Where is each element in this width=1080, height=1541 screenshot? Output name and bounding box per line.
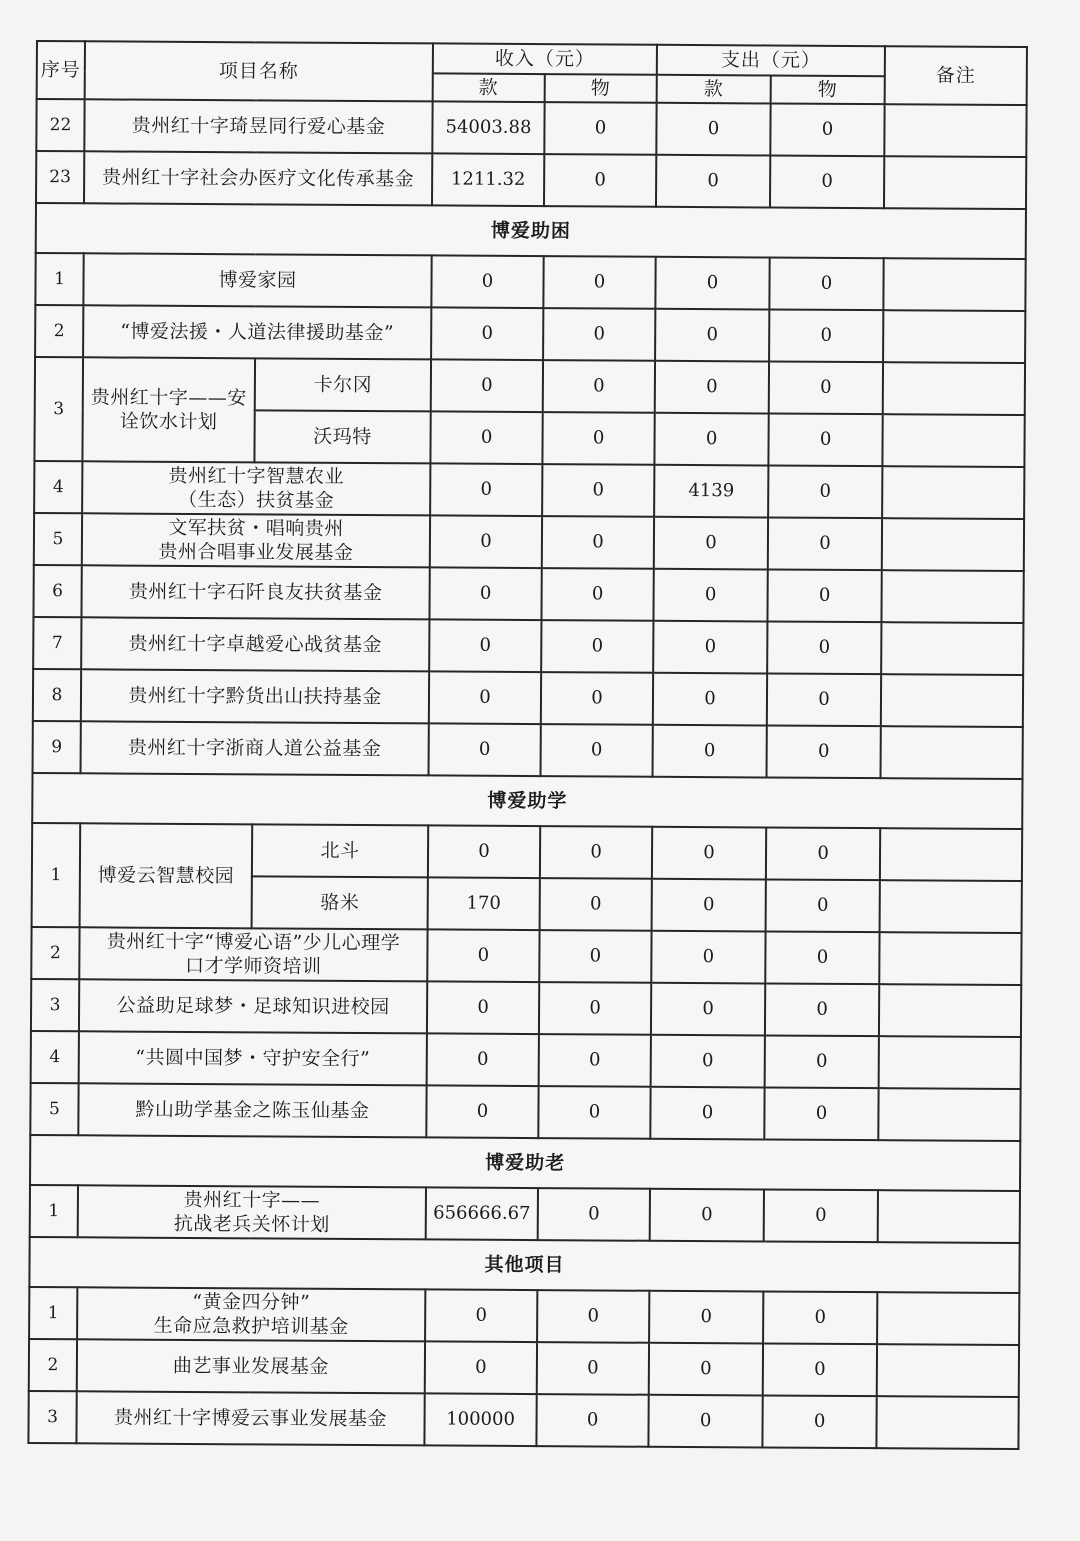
table-row xyxy=(31,927,1021,985)
income-cash-cell: 0 xyxy=(427,1033,539,1086)
expense-cash-cell: 0 xyxy=(653,569,767,622)
expense-cash-cell: 0 xyxy=(654,413,768,466)
expense-cash-cell: 0 xyxy=(652,879,766,932)
section-title-poverty-relief: 博爱助困 xyxy=(36,203,1026,259)
expense-cash-cell: 0 xyxy=(651,1035,765,1088)
table-row xyxy=(36,151,1026,209)
table-row xyxy=(30,1083,1020,1141)
expense-cash-cell: 0 xyxy=(653,621,767,674)
row-project-name xyxy=(78,1185,426,1239)
header-income-cash: 款 xyxy=(433,73,545,102)
row-project-name-line2: 贵州合唱事业发展基金 xyxy=(158,540,354,564)
expense-goods-cell: 0 xyxy=(769,257,883,310)
income-cash-cell: 1211.32 xyxy=(432,153,544,206)
expense-cash-cell: 0 xyxy=(655,309,769,362)
row-project-name-line1: 文军扶贫・唱响贵州 xyxy=(168,516,344,540)
table-row xyxy=(35,357,1025,415)
expense-goods-cell: 0 xyxy=(763,1343,877,1396)
income-cash-cell: 0 xyxy=(425,1341,537,1394)
income-cash-cell: 0 xyxy=(428,825,540,878)
expense-goods-cell: 0 xyxy=(764,1189,878,1242)
expense-cash-cell: 0 xyxy=(650,1189,764,1242)
note-cell xyxy=(884,156,1026,209)
section-row xyxy=(30,1135,1020,1191)
header-income-goods: 物 xyxy=(545,74,657,103)
expense-cash-cell: 0 xyxy=(653,725,767,778)
expense-goods-cell: 0 xyxy=(770,155,884,208)
note-cell xyxy=(877,1292,1019,1345)
row-seq: 4 xyxy=(34,461,82,513)
header-expense: 支出（元） xyxy=(657,45,885,76)
sub-item-name: 沃玛特 xyxy=(254,410,430,463)
expense-cash-cell: 4139 xyxy=(654,465,768,518)
expense-goods-cell: 0 xyxy=(765,1035,879,1088)
expense-cash-cell: 0 xyxy=(655,257,769,310)
row-project-name-line2: （生态）扶贫基金 xyxy=(178,488,335,512)
expense-goods-cell: 0 xyxy=(763,1291,877,1344)
expense-cash-cell: 0 xyxy=(650,1087,764,1140)
row-seq: 3 xyxy=(28,1391,76,1443)
income-cash-cell: 0 xyxy=(430,463,542,516)
income-cash-cell: 0 xyxy=(431,255,543,308)
row-seq: 2 xyxy=(31,927,79,979)
income-cash-cell: 0 xyxy=(429,671,541,724)
row-seq: 8 xyxy=(33,669,81,721)
row-project-name xyxy=(79,927,427,981)
expense-goods-cell: 0 xyxy=(767,621,881,674)
row-seq: 1 xyxy=(29,1287,77,1339)
header-expense-cash: 款 xyxy=(657,75,771,104)
table-header-row xyxy=(37,41,1027,77)
table-row xyxy=(33,669,1023,727)
note-cell xyxy=(876,1396,1018,1449)
row-project-name: 贵州红十字浙商人道公益基金 xyxy=(81,721,429,775)
expense-cash-cell: 0 xyxy=(649,1291,763,1344)
row-project-name: 贵州红十字博爱云事业发展基金 xyxy=(76,1391,424,1445)
expense-cash-cell: 0 xyxy=(653,673,767,726)
income-goods-cell: 0 xyxy=(536,1394,648,1447)
row-seq: 4 xyxy=(31,1031,79,1083)
row-project-name xyxy=(82,461,430,515)
table-row xyxy=(31,979,1021,1037)
income-cash-cell: 656666.67 xyxy=(426,1187,538,1240)
row-project-name-line1: 贵州红十字智慧农业 xyxy=(168,464,345,488)
header-note: 备注 xyxy=(885,46,1027,105)
row-project-name: 博爱家园 xyxy=(83,253,431,307)
section-row xyxy=(29,1237,1019,1293)
row-seq: 2 xyxy=(29,1339,77,1391)
table-row xyxy=(29,1287,1019,1345)
note-cell xyxy=(878,1088,1020,1141)
income-goods-cell: 0 xyxy=(543,256,655,309)
table-row xyxy=(35,305,1025,363)
table-row xyxy=(34,513,1024,571)
expense-cash-cell: 0 xyxy=(648,1395,762,1448)
expense-goods-cell: 0 xyxy=(768,517,882,570)
expense-goods-cell: 0 xyxy=(766,827,880,880)
income-goods-cell: 0 xyxy=(543,360,655,413)
row-project-name: 贵州红十字石阡良友扶贫基金 xyxy=(81,565,429,619)
note-cell xyxy=(882,414,1024,467)
row-project-name xyxy=(82,513,430,567)
section-title-education: 博爱助学 xyxy=(32,773,1022,829)
table-row xyxy=(33,721,1023,779)
expense-goods-cell: 0 xyxy=(767,725,881,778)
row-project-name: 曲艺事业发展基金 xyxy=(77,1339,425,1393)
row-project-name-line2: 生命应急救护培训基金 xyxy=(153,1314,349,1338)
row-project-name: 贵州红十字——安诠饮水计划 xyxy=(82,357,255,462)
row-project-name: 黔山助学基金之陈玉仙基金 xyxy=(78,1083,426,1137)
income-goods-cell: 0 xyxy=(544,154,656,207)
section-title-other-projects: 其他项目 xyxy=(29,1237,1019,1293)
table-row xyxy=(34,461,1024,519)
row-project-name: 公益助足球梦・足球知识进校园 xyxy=(79,979,427,1033)
note-cell xyxy=(879,984,1021,1037)
expense-goods-cell: 0 xyxy=(770,103,884,156)
table-row xyxy=(29,1339,1019,1397)
sub-item-name: 卡尔冈 xyxy=(255,358,431,411)
expense-goods-cell: 0 xyxy=(769,361,883,414)
expense-cash-cell: 0 xyxy=(652,827,766,880)
row-project-name: 贵州红十字琦昱同行爱心基金 xyxy=(84,99,432,153)
income-cash-cell: 0 xyxy=(431,359,543,412)
row-seq: 1 xyxy=(32,823,81,927)
expense-goods-cell: 0 xyxy=(767,569,881,622)
note-cell xyxy=(883,362,1025,415)
income-goods-cell: 0 xyxy=(541,724,653,777)
note-cell xyxy=(882,466,1024,519)
income-goods-cell: 0 xyxy=(541,568,653,621)
table-row xyxy=(31,1031,1021,1089)
income-goods-cell: 0 xyxy=(543,308,655,361)
income-cash-cell: 0 xyxy=(427,981,539,1034)
income-goods-cell: 0 xyxy=(541,620,653,673)
note-cell xyxy=(882,518,1024,571)
note-cell xyxy=(884,104,1026,157)
income-cash-cell: 0 xyxy=(429,723,541,776)
expense-cash-cell: 0 xyxy=(651,931,765,984)
row-project-name: “博爱法援・人道法律援助基金” xyxy=(83,305,431,359)
row-project-name-line2: 抗战老兵关怀计划 xyxy=(173,1212,330,1236)
row-project-name: 贵州红十字社会办医疗文化传承基金 xyxy=(84,151,432,205)
row-seq: 2 xyxy=(35,305,83,357)
expense-goods-cell: 0 xyxy=(762,1395,876,1448)
expense-cash-cell: 0 xyxy=(649,1343,763,1396)
row-seq: 5 xyxy=(34,513,82,565)
row-seq: 3 xyxy=(34,357,83,461)
row-project-name: “共圆中国梦・守护安全行” xyxy=(79,1031,427,1085)
row-project-name-line1: “黄金四分钟” xyxy=(192,1290,311,1314)
row-seq: 9 xyxy=(33,721,81,773)
income-goods-cell: 0 xyxy=(537,1342,649,1395)
income-goods-cell: 0 xyxy=(539,930,651,983)
note-cell xyxy=(879,1036,1021,1089)
table-row xyxy=(32,823,1022,881)
income-goods-cell: 0 xyxy=(542,464,654,517)
row-project-name xyxy=(77,1287,425,1341)
expense-goods-cell: 0 xyxy=(769,309,883,362)
expense-cash-cell: 0 xyxy=(655,361,769,414)
row-seq: 6 xyxy=(33,565,81,617)
note-cell xyxy=(881,622,1023,675)
sub-item-name: 北斗 xyxy=(252,824,428,877)
table-row xyxy=(36,99,1026,157)
expense-cash-cell: 0 xyxy=(651,983,765,1036)
table-row xyxy=(33,617,1023,675)
note-cell xyxy=(881,726,1023,779)
note-cell xyxy=(883,310,1025,363)
header-project-name: 项目名称 xyxy=(85,41,433,101)
expense-goods-cell: 0 xyxy=(765,931,879,984)
table-row xyxy=(35,253,1025,311)
table-row xyxy=(33,565,1023,623)
expense-goods-cell: 0 xyxy=(764,1087,878,1140)
income-goods-cell: 0 xyxy=(539,1034,651,1087)
income-cash-cell: 100000 xyxy=(424,1393,536,1446)
row-seq: 5 xyxy=(30,1083,78,1135)
row-project-name-line2: 口才学师资培训 xyxy=(185,954,322,978)
row-project-name-line1: 贵州红十字“博爱心语”少儿心理学 xyxy=(106,930,401,955)
row-seq: 1 xyxy=(35,253,83,305)
income-cash-cell: 0 xyxy=(430,411,542,464)
income-cash-cell: 170 xyxy=(428,877,540,930)
fund-ledger-table xyxy=(27,40,1028,1450)
income-cash-cell: 0 xyxy=(431,307,543,360)
header-expense-goods: 物 xyxy=(771,75,885,104)
note-cell xyxy=(878,1190,1020,1243)
expense-goods-cell: 0 xyxy=(766,879,880,932)
note-cell xyxy=(880,828,1022,881)
note-cell xyxy=(879,932,1021,985)
income-goods-cell: 0 xyxy=(538,1086,650,1139)
note-cell xyxy=(877,1344,1019,1397)
income-cash-cell: 0 xyxy=(429,619,541,672)
expense-goods-cell: 0 xyxy=(767,673,881,726)
section-title-elderly-care: 博爱助老 xyxy=(30,1135,1020,1191)
row-seq: 1 xyxy=(30,1185,78,1237)
row-project-name: 贵州红十字黔货出山扶持基金 xyxy=(81,669,429,723)
row-seq: 7 xyxy=(33,617,81,669)
row-project-name-line1: 贵州红十字—— xyxy=(183,1188,321,1212)
row-project-name: 贵州红十字卓越爱心战贫基金 xyxy=(81,617,429,671)
income-cash-cell: 0 xyxy=(430,515,542,568)
expense-cash-cell: 0 xyxy=(654,517,768,570)
expense-goods-cell: 0 xyxy=(768,465,882,518)
expense-cash-cell: 0 xyxy=(656,155,770,208)
note-cell xyxy=(880,880,1022,933)
note-cell xyxy=(881,674,1023,727)
note-cell xyxy=(883,258,1025,311)
income-cash-cell: 0 xyxy=(426,1085,538,1138)
row-seq: 23 xyxy=(36,151,84,203)
income-goods-cell: 0 xyxy=(542,412,654,465)
income-goods-cell: 0 xyxy=(539,982,651,1035)
income-cash-cell: 0 xyxy=(427,929,539,982)
header-seq: 序号 xyxy=(37,41,85,99)
expense-goods-cell: 0 xyxy=(768,413,882,466)
note-cell xyxy=(882,570,1024,623)
header-income: 收入（元） xyxy=(433,43,657,74)
income-goods-cell: 0 xyxy=(541,672,653,725)
section-row xyxy=(36,203,1026,259)
row-seq: 22 xyxy=(36,99,84,151)
expense-goods-cell: 0 xyxy=(765,983,879,1036)
row-project-name: 博爱云智慧校园 xyxy=(80,823,253,928)
expense-cash-cell: 0 xyxy=(656,103,770,156)
income-goods-cell: 0 xyxy=(538,1188,650,1241)
income-goods-cell: 0 xyxy=(540,878,652,931)
income-goods-cell: 0 xyxy=(542,516,654,569)
section-row xyxy=(32,773,1022,829)
income-cash-cell: 54003.88 xyxy=(432,101,544,154)
income-cash-cell: 0 xyxy=(429,567,541,620)
table-row xyxy=(28,1391,1018,1449)
row-seq: 3 xyxy=(31,979,79,1031)
sub-item-name: 骆米 xyxy=(252,876,428,929)
income-cash-cell: 0 xyxy=(425,1289,537,1342)
income-goods-cell: 0 xyxy=(537,1290,649,1343)
table-row xyxy=(30,1185,1020,1243)
income-goods-cell: 0 xyxy=(544,102,656,155)
income-goods-cell: 0 xyxy=(540,826,652,879)
